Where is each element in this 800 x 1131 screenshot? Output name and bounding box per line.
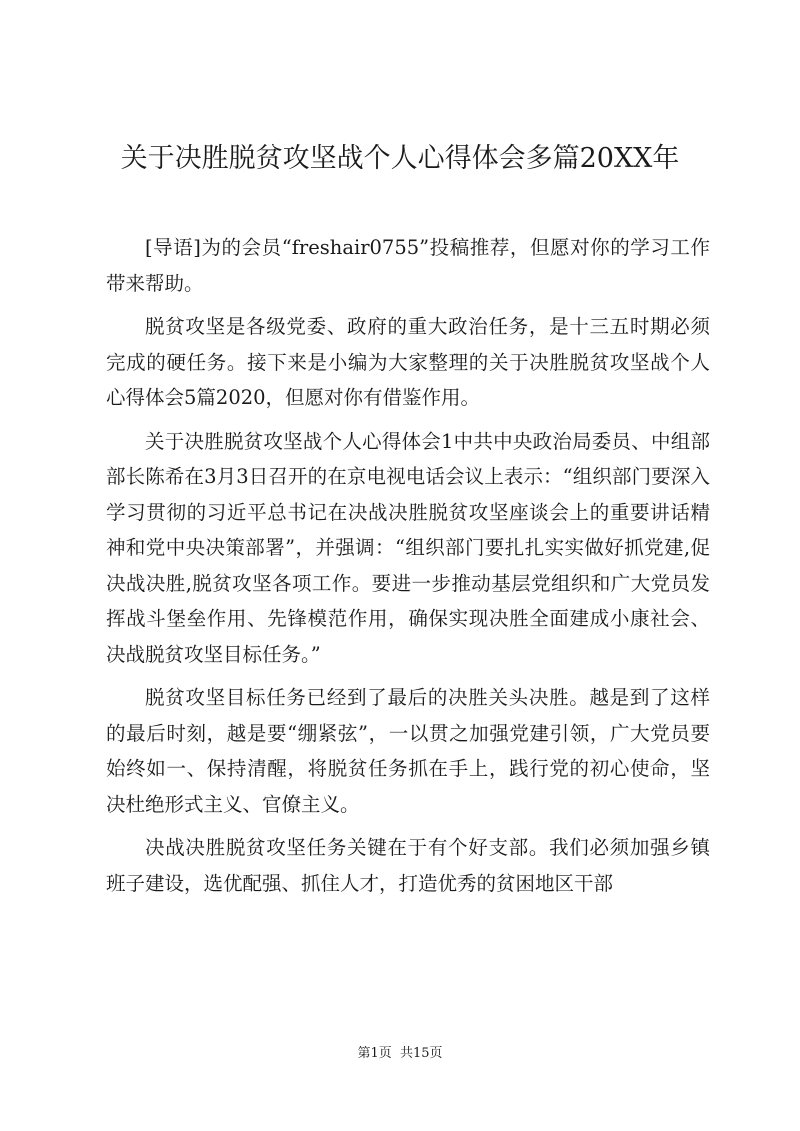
document-title: 关于决胜脱贫攻坚战个人心得体会多篇20XX年 [120, 143, 680, 174]
page-footer [0, 1045, 800, 1063]
paragraph-decisive-moment: 脱贫攻坚目标任务已经到了最后的决胜关头决胜。越是到了这样的最后时刻，越是要“绷紧弦”，一以贯之加强党建引领，广大党员要始终如一、保持清醒，将脱贫任务抓在手上，践行党的初心使命，坚决杜绝形式主义、官僚主义。 [106, 686, 710, 816]
page-number: 第1页 [357, 1046, 392, 1061]
paragraph-experience-1: 关于决胜脱贫攻坚战个人心得体会1中共中央政治局委员、中组部部长陈希在3月3日召开的在京电视电话会议上表示：“组织部门要深入学习贯彻的习近平总书记在决战决胜脱贫攻坚座谈会上的重要讲话精神和党中央决策部署”，并强调：“组织部门要扎扎实实做好抓党建,促决战决胜,脱贫攻坚各项工作。要进一步推动基层党组织和广大党员发挥战斗堡垒作用、先锋模范作用，确保实现决胜全面建成小康社会、决战脱贫攻坚目标任务。” [106, 429, 710, 666]
paragraph-intro: [导语]为的会员“freshair0755”投稿推荐，但愿对你的学习工作带来帮助。 [106, 236, 710, 295]
page-total: 共15页 [399, 1046, 443, 1061]
document-body [106, 230, 710, 909]
paragraph-branch-building: 决战决胜脱贫攻坚任务关键在于有个好支部。我们必须加强乡镇班子建设，选优配强、抓住人才，打造优秀的贫困地区干部 [106, 836, 710, 895]
paragraph-overview: 脱贫攻坚是各级党委、政府的重大政治任务，是十三五时期必须完成的硬任务。接下来是小编为大家整理的关于决胜脱贫攻坚战个人心得体会5篇2020，但愿对你有借鉴作用。 [106, 315, 710, 409]
